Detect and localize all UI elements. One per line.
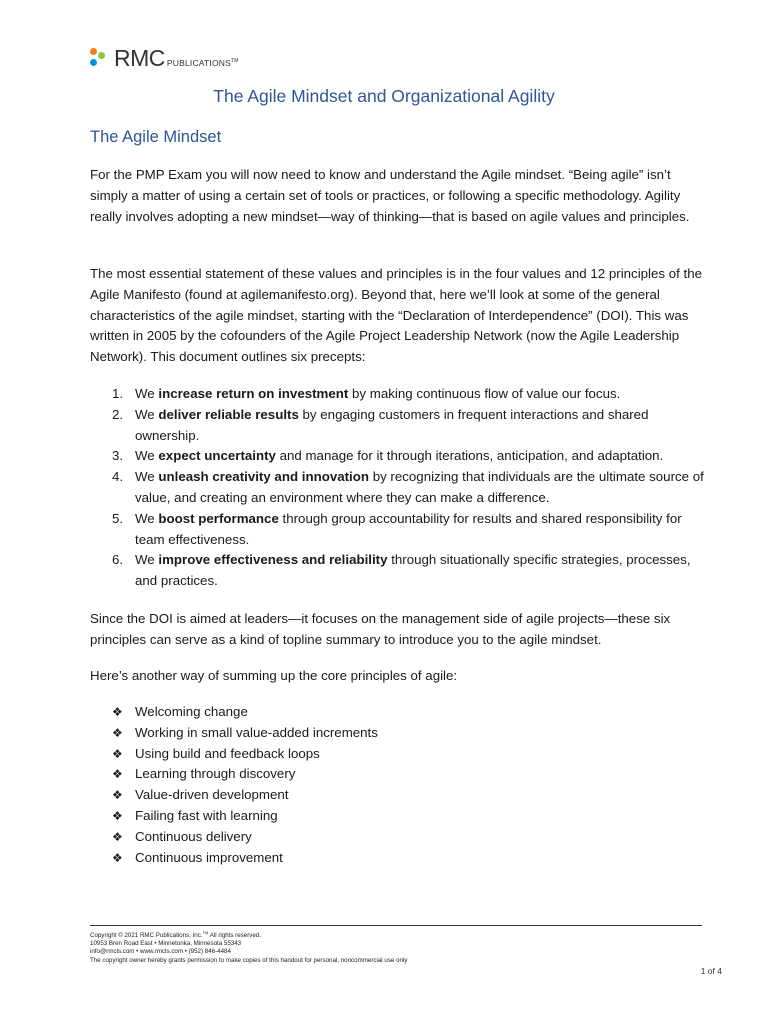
principle-text: Continuous delivery <box>135 828 252 844</box>
list-number: 4. <box>112 469 124 485</box>
list-item <box>90 744 712 765</box>
intro-paragraph: For the PMP Exam you will now need to know and understand the Agile mindset. “Being agile” isn’t simply a matter of using a certain set of tools or practices, or following a specific methodology. Agility really involves adopting a new mindset—way of thinking—that is based on agile values and principles. <box>90 167 690 224</box>
copyright-rights: All rights reserved. <box>208 932 261 940</box>
precept-lead: We <box>135 469 159 485</box>
diamond-bullet-icon: ❖ <box>112 746 123 761</box>
precept-lead: We <box>135 552 159 568</box>
precept-lead: We <box>135 406 159 422</box>
principle-text: Learning through discovery <box>135 766 296 782</box>
principle-text: Value-driven development <box>135 787 289 803</box>
diamond-bullet-icon: ❖ <box>112 725 123 740</box>
principle-text: Working in small value-added increments <box>135 724 378 740</box>
list-number: 2. <box>112 406 124 422</box>
list-number: 3. <box>112 448 124 464</box>
list-item <box>90 723 712 744</box>
precept-lead: We <box>135 386 159 401</box>
diamond-bullet-icon: ❖ <box>112 705 123 719</box>
diamond-bullet-icon: ❖ <box>112 788 123 803</box>
footer-copyright <box>90 929 702 940</box>
doi-precepts-list <box>90 384 712 592</box>
precept-bold: improve effectiveness and reliability <box>158 552 388 568</box>
diamond-bullet-icon: ❖ <box>112 808 123 823</box>
manifesto-paragraph: The most essential statement of these values and principles is in the four values and 12 principles of the Agile Manifesto (found at agilemanifesto.org). Beyond that, here we’ll look at some of the general characteristics of the agile mindset, starting with the “Declaration of Interdependence” (DOI). This was written in 2005 by the cofounders of the Agile Project Leadership Network (now the Agile Leadership Network). This document outlines six precepts: <box>90 266 703 365</box>
list-number: 1. <box>112 386 124 401</box>
core-principles-intro: Here’s another way of summing up the core principles of agile: <box>90 668 458 683</box>
principle-text: Failing fast with learning <box>135 807 278 823</box>
logo-brand: RMC <box>114 45 165 71</box>
precept-bold: boost performance <box>158 510 279 526</box>
list-number: 5. <box>112 510 124 526</box>
footer-permission: The copyright owner hereby grants permission to make copies of this handout for personal, noncommercial use only <box>90 956 408 964</box>
list-item <box>90 764 712 785</box>
precept-bold: deliver reliable results <box>158 406 299 422</box>
precept-bold: unleash creativity and innovation <box>158 469 369 485</box>
list-item <box>90 806 712 827</box>
logo-dot-blue <box>90 59 97 66</box>
precept-bold: increase return on investment <box>158 386 349 401</box>
logo-dot-orange <box>90 48 97 55</box>
principle-text: Using build and feedback loops <box>135 745 320 761</box>
footer-contact: info@rmcls.com • www.rmcls.com • (952) 846-4484 <box>90 948 231 956</box>
precept-rest: by engaging customers in frequent interactions and shared ownership. <box>135 406 649 443</box>
logo-dot-green <box>98 52 105 59</box>
document-title: The Agile Mindset and Organizational Agility <box>213 86 555 106</box>
precept-rest: by recognizing that individuals are the ultimate source of value, and creating an environment where they can make a difference. <box>135 469 704 505</box>
logo-tm: TM <box>231 58 239 65</box>
list-item <box>90 550 712 592</box>
precept-bold: expect uncertainty <box>158 448 276 464</box>
list-item <box>90 827 712 848</box>
list-item <box>90 848 712 869</box>
list-item <box>90 785 712 806</box>
rmc-publications-logo <box>90 44 239 70</box>
list-number: 6. <box>112 552 124 568</box>
logo-publications <box>167 57 239 68</box>
diamond-bullet-icon: ❖ <box>112 850 123 865</box>
precept-rest: through situationally specific strategies, processes, and practices. <box>135 552 691 589</box>
precept-lead: We <box>135 448 159 464</box>
list-item <box>90 467 712 509</box>
precept-lead: We <box>135 510 159 526</box>
precept-rest: by making continuous flow of value our focus. <box>348 386 621 401</box>
logo-publications-text: PUBLICATIONS <box>166 58 232 68</box>
footer-address: 10953 Bren Road East • Minnetonka, Minnesota 55343 <box>90 940 242 948</box>
principle-text: Welcoming change <box>135 704 248 719</box>
list-item <box>90 446 712 467</box>
logo-dots-icon <box>90 48 110 70</box>
list-item <box>90 509 712 551</box>
footer <box>90 929 702 965</box>
list-item <box>90 702 712 723</box>
footer-divider <box>90 925 702 926</box>
precept-rest: and manage for it through iterations, anticipation, and adaptation. <box>275 448 664 464</box>
doi-summary-paragraph: Since the DOI is aimed at leaders—it focuses on the management side of agile projects—these six principles can serve as a kind of topline summary to introduce you to the agile mindset. <box>90 611 671 647</box>
core-principles-list <box>90 702 712 868</box>
diamond-bullet-icon: ❖ <box>112 829 123 844</box>
diamond-bullet-icon: ❖ <box>112 767 123 782</box>
page-number: 1 of 4 <box>700 966 722 976</box>
precept-rest: through group accountability for results and shared responsibility for team effectiveness. <box>135 510 682 547</box>
principle-text: Continuous improvement <box>135 849 283 865</box>
copyright-tm: TM <box>202 930 209 935</box>
list-item <box>90 384 712 405</box>
list-item <box>90 405 712 447</box>
copyright-text: Copyright © 2021 RMC Publications, Inc. <box>90 932 203 940</box>
section-heading: The Agile Mindset <box>90 128 222 146</box>
